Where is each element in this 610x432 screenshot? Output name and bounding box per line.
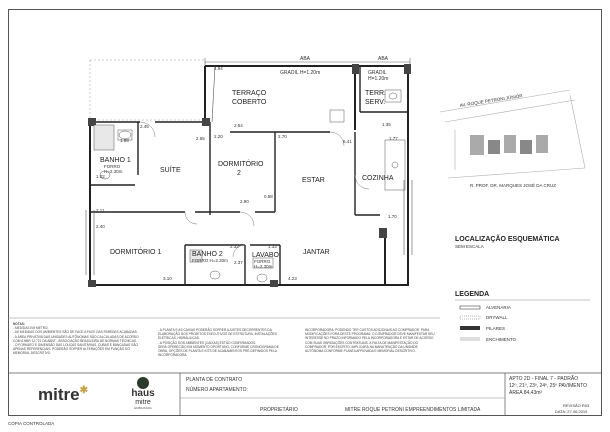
legend	[455, 291, 590, 342]
room-estar: ESTAR	[302, 177, 325, 184]
svg-text:1.70: 1.70	[388, 214, 397, 219]
svg-text:ABA: ABA	[378, 56, 389, 62]
notes-col-3: INCORPORADORA. PODENDO TER CUSTOS ADICIONAIS AO COMPRADOR. PARA MODIFICAÇÕES FORA DESTE PROGRAMA, O COMPRADOR DEVE MANIFESTAR SEU INTERESSE NO PRAZO INFORMADO PELA INCORPORADORA E ESTAR DE ACORDO COM SUAS OBRIGAÇÕES CONTRATUAIS. A FALTA DE MANIFESTAÇÃO DO COMPRADOR, POR ESCRITO, IMPLICARÁ NA MANUTENÇÃO DA UNIDADE AUTÔNOMA CONFORME PLANTA APROVADA E MEMORIAL DESCRITIVO.	[305, 328, 435, 354]
svg-text:2.45: 2.45	[140, 124, 149, 129]
room-banho2: BANHO 2	[192, 251, 223, 258]
svg-text:H=2.30m: H=2.30m	[104, 169, 123, 174]
svg-text:H=2.30m: H=2.30m	[254, 264, 273, 269]
room-dormitorio2: DORMITÓRIO	[218, 161, 264, 168]
footer-copia: CÓPIA CONTROLADA	[8, 421, 55, 426]
haus-logo: haus mitre EMBAIXADA	[118, 377, 168, 410]
svg-text:FORRO: FORRO	[104, 164, 121, 169]
svg-text:GRADIL H=1.20m: GRADIL H=1.20m	[280, 70, 321, 76]
svg-text:1.88: 1.88	[120, 138, 129, 143]
svg-text:R. PROF. DR. MARQUES JOSÉ DA C: R. PROF. DR. MARQUES JOSÉ DA CRUZ	[470, 183, 557, 188]
notes-col-1: NOTAS: - MEDIDAS EM METRO. - AS MEDIDAS DOS AMBIENTES SÃO DE FACE A FACE DAS PAREDES ACABADAS. - A ÁREA PRIVATIVA DAS UNIDADES AUTÔNOMAS SÃO CALCULADAS DE ACORDO COM A NBR 12.721 DA ABNT - ASSOCIAÇÃO BRASILEIRA DE NORMAS TÉCNICAS. - O FORMATO E DIMENSÃO DAS LOUÇAS SANITÁRIAS, CUBAS E BANCADAS SÃO APENAS REFERENCIAIS. PODERÃO SOFRER ALTERAÇÕES EM FUNÇÃO DO MEMORIAL DESCRITIVO.	[13, 322, 139, 356]
apto-info: APTO 2D - FINAL 7 - PADRÃO	[509, 376, 579, 382]
svg-text:FORRO: FORRO	[254, 259, 271, 264]
svg-text:1.77: 1.77	[389, 136, 398, 141]
planta-contrato: PLANTA DE CONTRATO	[186, 377, 243, 383]
revisao: REVISÃO R03	[563, 403, 590, 408]
room-lavabo: LAVABO	[252, 252, 279, 259]
room-labels	[100, 90, 394, 259]
room-terr-serv: TERR.	[365, 90, 386, 97]
mitre-logo: mitre✱	[38, 385, 88, 404]
svg-text:2.20: 2.20	[214, 134, 223, 139]
svg-text:GRADIL: GRADIL	[368, 70, 387, 76]
area: ÁREA 84,43m²	[509, 390, 543, 396]
empresa: MITRE ROQUE PETRONI EMPREENDIMENTOS LIMITADA	[345, 407, 481, 413]
svg-text:4.23: 4.23	[288, 276, 297, 281]
svg-text:H=1.20m: H=1.20m	[368, 76, 389, 82]
windows	[86, 66, 412, 275]
room-dormitorio2-num: 2	[237, 170, 241, 177]
room-terraco-2: COBERTO	[232, 99, 267, 106]
data: DATA: 27.06.2019	[555, 409, 588, 414]
svg-text:ENCHIMENTO: ENCHIMENTO	[486, 337, 517, 342]
svg-text:1.35: 1.35	[382, 122, 391, 127]
room-terr-serv-2: SERV.	[365, 99, 386, 106]
room-suite: SUÍTE	[160, 167, 181, 174]
location-map	[440, 90, 585, 188]
svg-text:FORRO H=2.30m: FORRO H=2.30m	[192, 258, 228, 263]
svg-text:4.94: 4.94	[214, 66, 223, 71]
svg-text:0.98: 0.98	[264, 194, 273, 199]
svg-text:1.02: 1.02	[96, 174, 105, 179]
location-subtitle: SEM ESCALA	[455, 244, 484, 249]
room-banho1: BANHO 1	[100, 157, 131, 164]
terrace-outline	[90, 60, 205, 120]
svg-text:1.33: 1.33	[268, 244, 277, 249]
door-swings	[140, 122, 369, 257]
svg-text:LEGENDA: LEGENDA	[455, 291, 490, 298]
svg-text:2.37: 2.37	[234, 260, 243, 265]
svg-text:AV. ROQUE PETRONI JÚNIOR: AV. ROQUE PETRONI JÚNIOR	[459, 93, 523, 108]
svg-text:2.32: 2.32	[230, 244, 239, 249]
room-dormitorio1: DORMITÓRIO 1	[110, 249, 162, 256]
svg-text:2.90: 2.90	[240, 199, 249, 204]
svg-text:DRYWALL: DRYWALL	[486, 315, 508, 320]
svg-text:2.65: 2.65	[196, 136, 205, 141]
svg-text:2.70: 2.70	[278, 134, 287, 139]
mitre-logo-mark: ✱	[79, 385, 88, 396]
svg-text:2.40: 2.40	[96, 224, 105, 229]
pavimentos: 12º, 21º, 23º, 24º, 25º PAVIMENTO	[509, 383, 588, 389]
svg-text:PILARES: PILARES	[486, 326, 506, 331]
room-terraco: TERRAÇO	[232, 90, 267, 97]
svg-text:2.54: 2.54	[234, 123, 243, 128]
svg-text:5.41: 5.41	[343, 139, 352, 144]
svg-text:2.11: 2.11	[96, 208, 105, 213]
svg-text:ALVENARIA: ALVENARIA	[486, 305, 511, 310]
room-cozinha: COZINHA	[362, 175, 394, 182]
numero-apartamento: NÚMERO APARTAMENTO:	[186, 387, 248, 393]
notes-col-2: - A PLANTA E AS CAIXAS PODERÃO SOFRER AJUSTES DECORRENTES DA ELABORAÇÃO DOS PROJETOS EXECUTIVOS DE ESTRUTURA, INSTALAÇÕES ELÉTRICAS, HIDRÁULICAS. - A POSIÇÃO DOS AMBIENTES (CAIXAS) ESTÃO CONFIRMADOS. SERÁ OFERECIDO EM MOMENTO OPORTUNO, CONFORME CRONOGRAMA DE OBRA, OPÇÕES DE PLANTA E KITS DE ACABAMENTOS PRÉ-DEFINIDOS PELA INCORPORADORA.	[158, 328, 279, 358]
room-jantar: JANTAR	[303, 249, 330, 256]
svg-text:3.10: 3.10	[163, 276, 172, 281]
svg-text:ABA: ABA	[300, 56, 311, 62]
proprietario: PROPRIETÁRIO	[260, 407, 298, 413]
location-title: LOCALIZAÇÃO ESQUEMÁTICA	[455, 236, 560, 243]
